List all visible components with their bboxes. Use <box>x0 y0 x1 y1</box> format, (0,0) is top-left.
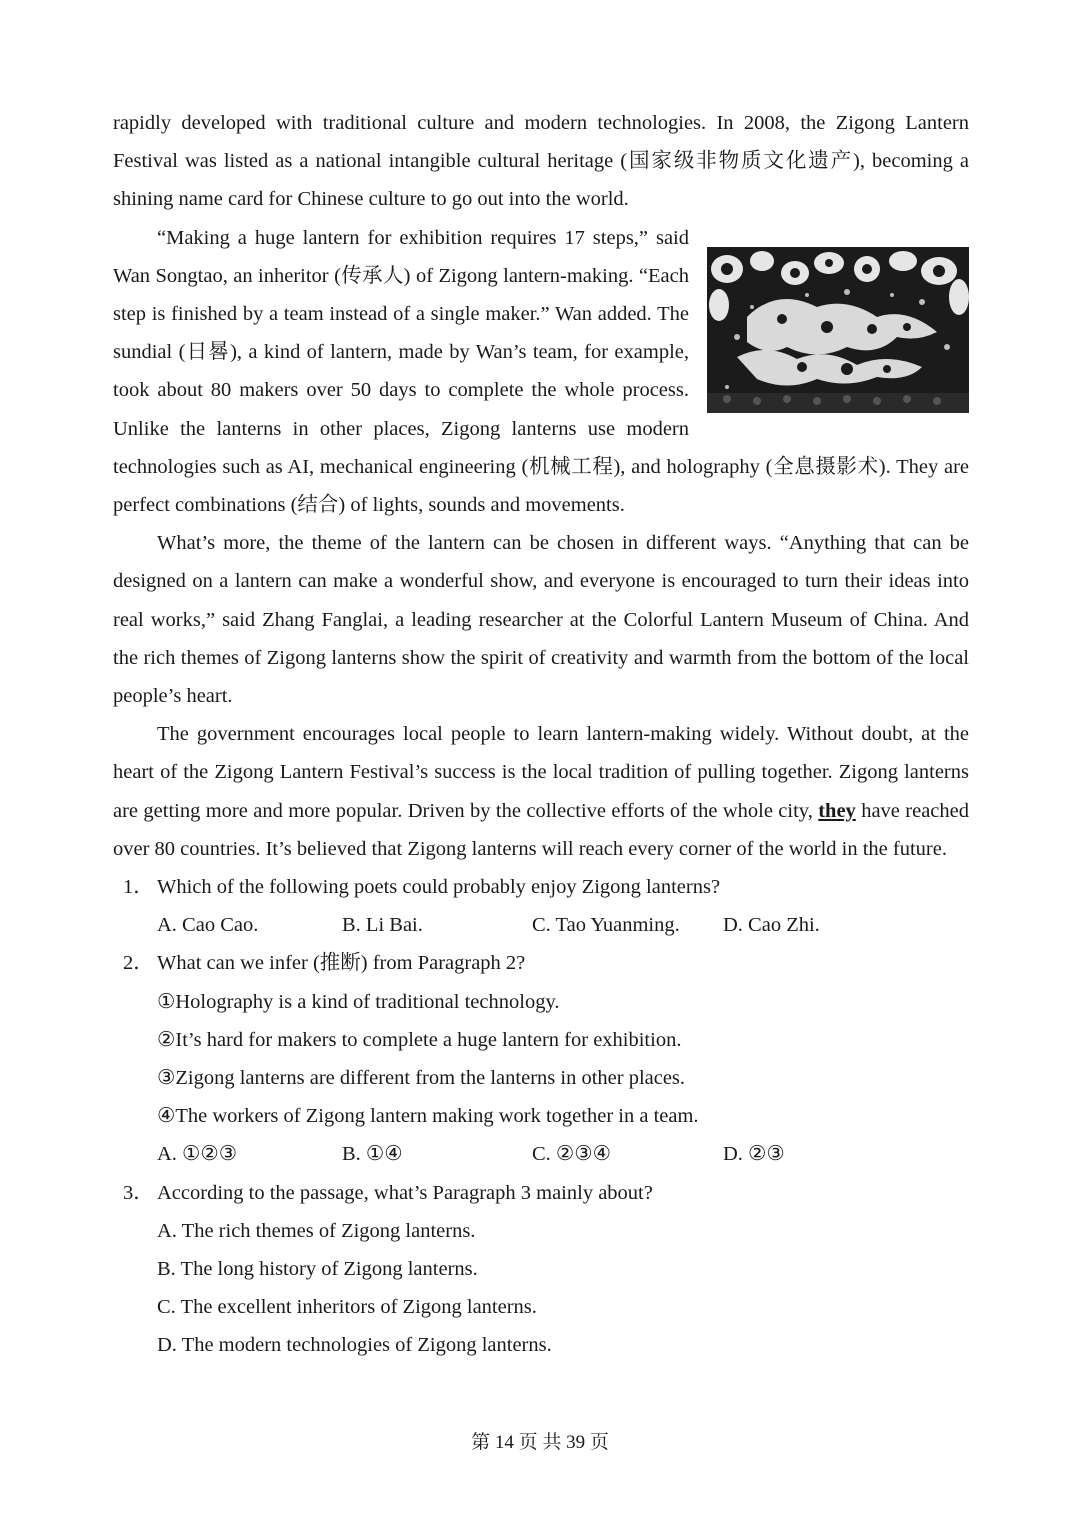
statement-3: ③Zigong lanterns are different from the lanterns in other places. <box>157 1067 686 1090</box>
option-b[interactable]: B. ①④ <box>342 1143 403 1166</box>
question-2 <box>113 944 969 982</box>
statement-2: ②It’s hard for makers to complete a huge lantern for exhibition. <box>157 1028 682 1051</box>
option-c[interactable]: C. ②③④ <box>532 1143 612 1166</box>
page-content <box>113 104 969 1365</box>
option-a[interactable]: A. The rich themes of Zigong lanterns. <box>157 1219 476 1242</box>
page-footer: 第 14 页 共 39 页 <box>471 1432 609 1453</box>
statement-1: ①Holography is a kind of traditional technology. <box>157 990 560 1013</box>
paragraph-3: What’s more, the theme of the lantern can be chosen in different ways. “Anything that can be designed on a lantern can make a wonderful show, and everyone is encouraged to turn their ideas into real works,” said Zhang Fanglai, a leading researcher at the Colorful Lantern Museum of China. And the rich themes of Zigong lanterns show the spirit of creativity and warmth from the bottom of the local people’s heart. <box>113 532 969 708</box>
statement-4: ④The workers of Zigong lantern making work together in a team. <box>157 1105 699 1128</box>
option-b[interactable]: B. Li Bai. <box>342 914 423 937</box>
question-text: What can we infer (推断) from Paragraph 2? <box>157 952 526 975</box>
paragraph-4-start: The government encourages local people to learn lantern-making widely. Without doubt, at the heart of the Zigong Lantern Festival’s success is the local tradition of pulling together. Zigong lanterns are getting more and more popular. Driven by the collective efforts of the whole city, <box>113 723 969 822</box>
question-text: Which of the following poets could probably enjoy Zigong lanterns? <box>157 876 721 899</box>
option-d[interactable]: D. The modern technologies of Zigong lanterns. <box>157 1334 552 1357</box>
underlined-word: they <box>818 799 856 822</box>
option-b[interactable]: B. The long history of Zigong lanterns. <box>157 1258 478 1281</box>
question-number: 1． <box>123 876 154 899</box>
paragraph-2: “Making a huge lantern for exhibition requires 17 steps,” said Wan Songtao, an inheritor (传承人) of Zigong lantern-making. “Each step is finished by a team instead of a single maker.” Wan added. The sundial (日晷), a kind of lantern, made by Wan’s team, for example, took about 80 makers over 50 days to complete the whole process. Unlike the lanterns in other places, Zigong lanterns use modern technologies such as AI, mechanical engineering (机械工程), and holography (全息摄影术). They are perfect combinations (结合) of lights, sounds and movements. <box>113 226 969 517</box>
option-d[interactable]: D. ②③ <box>723 1143 785 1166</box>
question-text: According to the passage, what’s Paragraph 3 mainly about? <box>157 1181 653 1204</box>
option-c[interactable]: C. The excellent inheritors of Zigong lanterns. <box>157 1296 537 1319</box>
question-number: 2． <box>123 952 154 975</box>
question-3 <box>113 1174 969 1212</box>
question-1-options <box>113 906 969 944</box>
paragraph-1: rapidly developed with traditional culture and modern technologies. In 2008, the Zigong Lantern Festival was listed as a national intangible cultural heritage (国家级非物质文化遗产), becoming a shining name card for Chinese culture to go out into the world. <box>113 112 969 211</box>
question-2-options <box>113 1135 969 1173</box>
lantern-photo <box>707 247 969 413</box>
option-a[interactable]: A. Cao Cao. <box>157 914 259 937</box>
paragraph-4-end: have reached over 80 countries. It’s believed that Zigong lanterns will reach every corner of the world in the future. <box>113 799 970 860</box>
option-c[interactable]: C. Tao Yuanming. <box>532 914 680 937</box>
question-number: 3． <box>123 1181 154 1204</box>
paragraph-4 <box>113 715 969 868</box>
option-d[interactable]: D. Cao Zhi. <box>723 914 820 937</box>
question-1 <box>113 868 969 906</box>
option-a[interactable]: A. ①②③ <box>157 1143 238 1166</box>
lantern-photo-icon <box>707 247 969 413</box>
